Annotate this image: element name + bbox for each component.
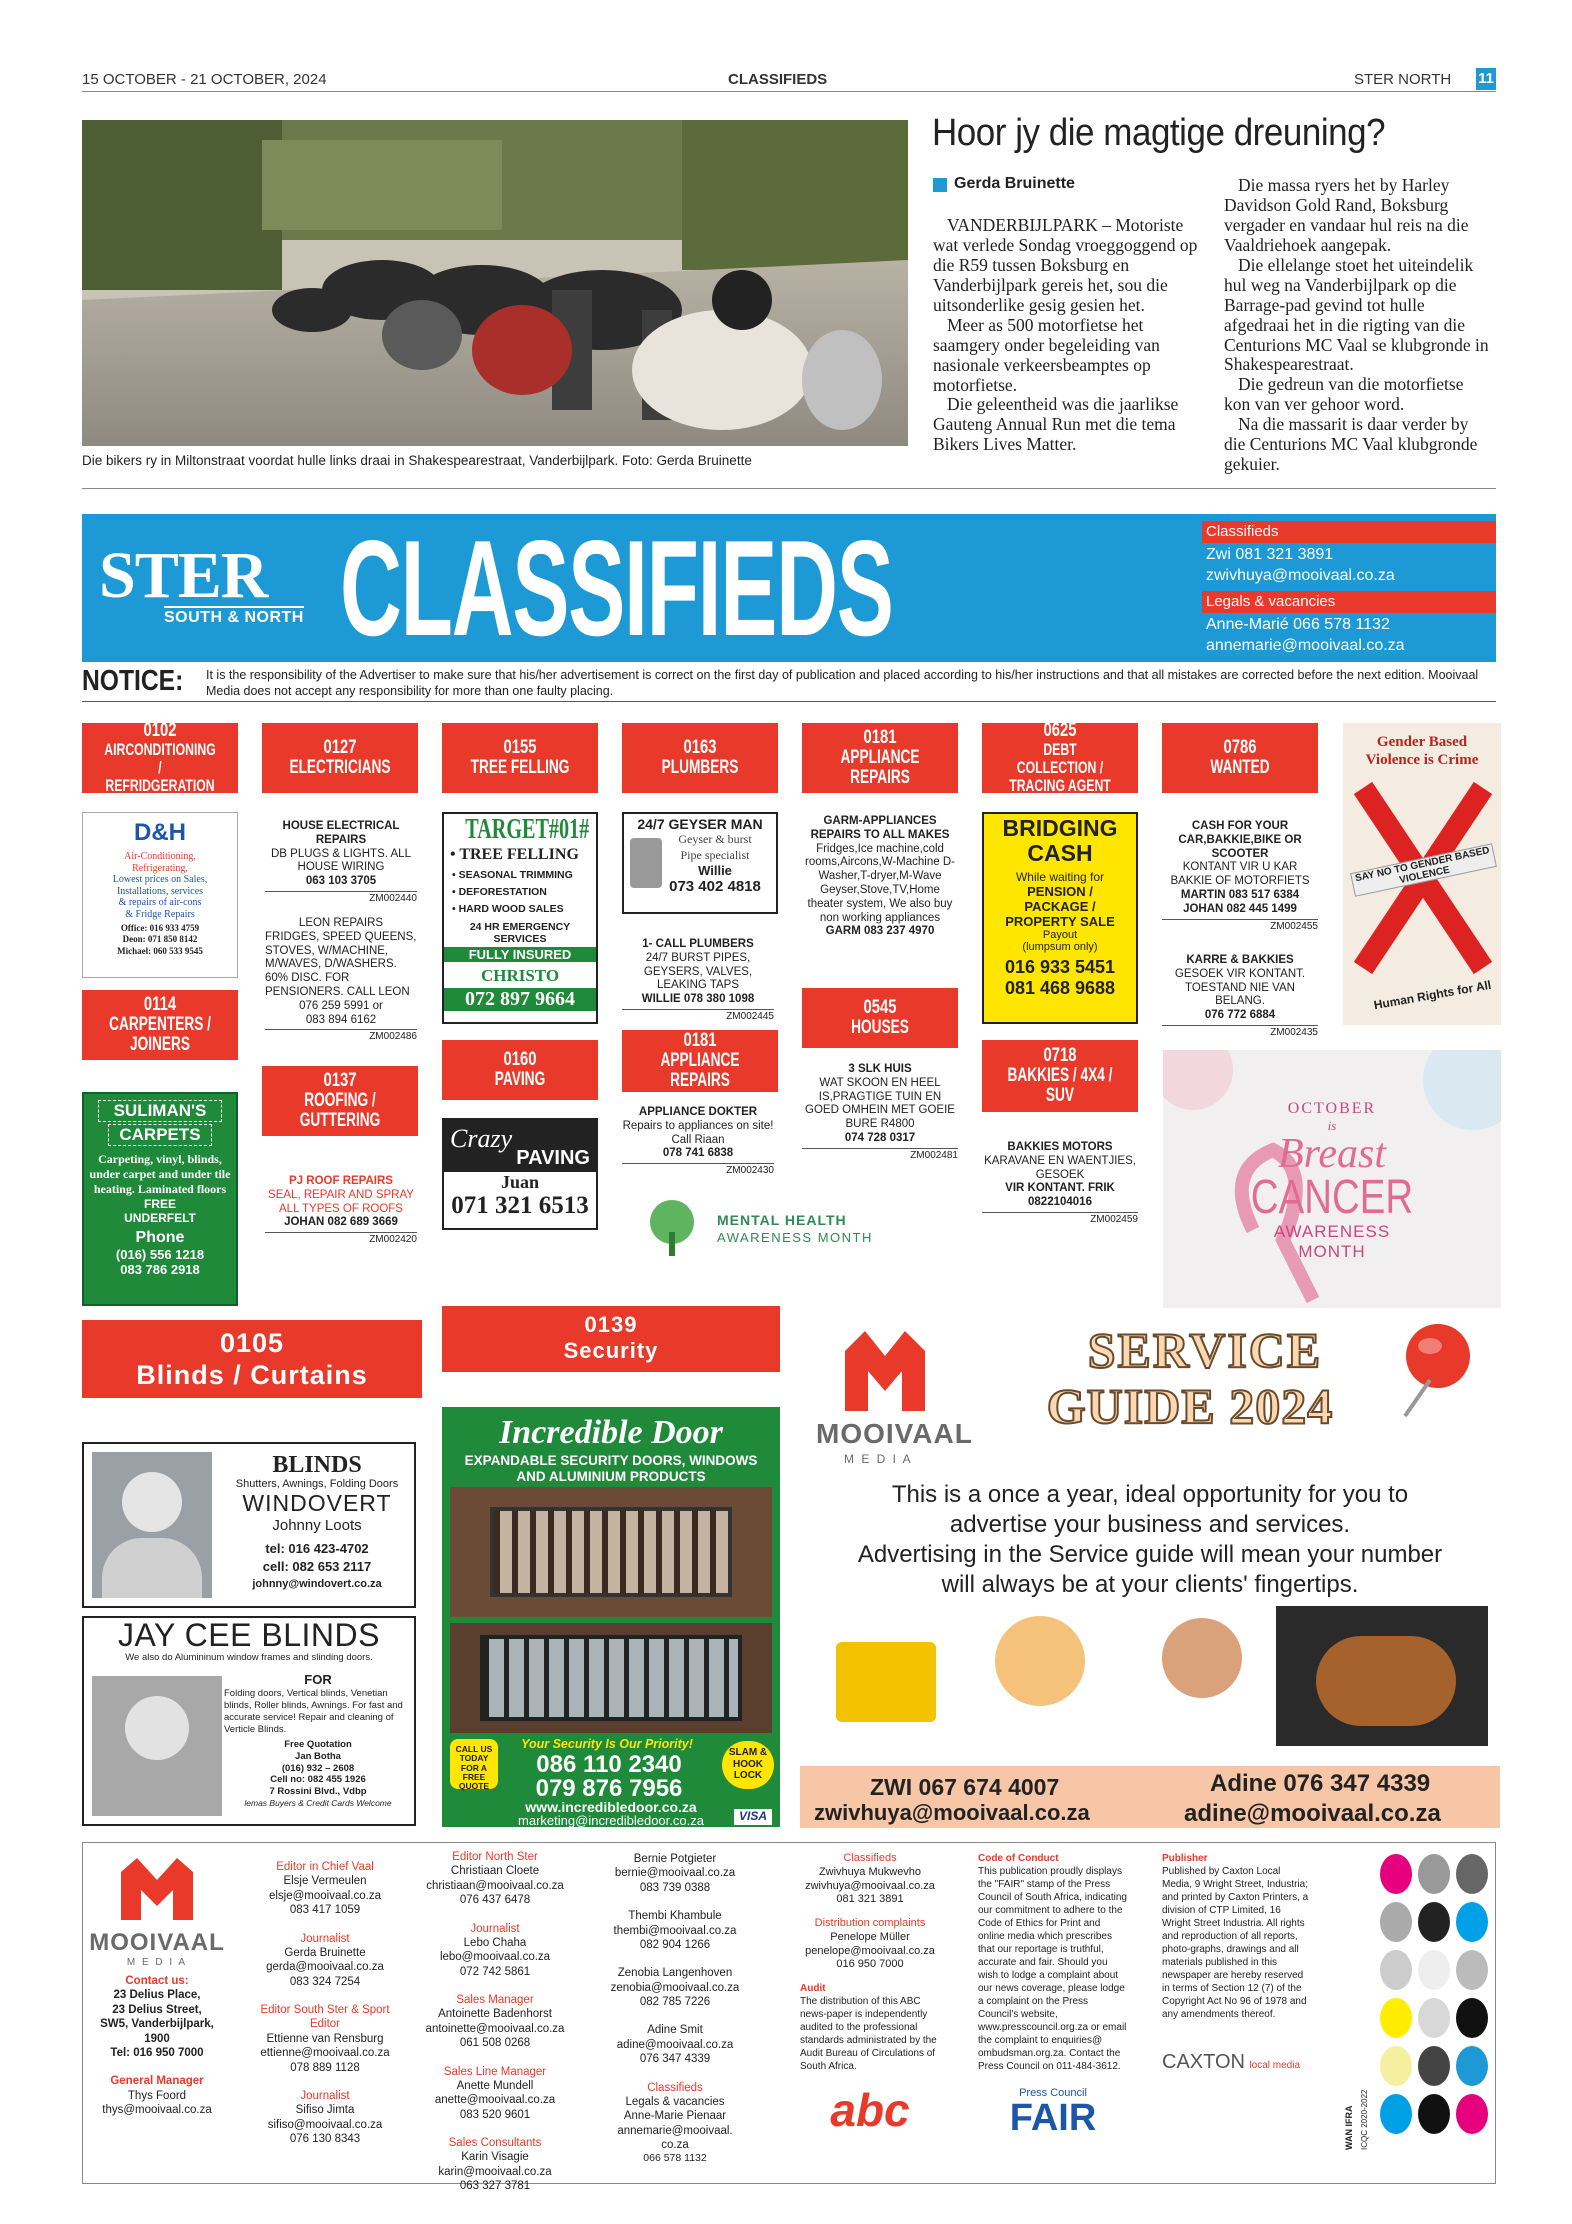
issue-date: 15 OCTOBER - 21 OCTOBER, 2024 <box>82 71 327 88</box>
press-council-logo: Press Council FAIR <box>1009 2087 1097 2139</box>
category-0114: 0114 CARPENTERS / JOINERS <box>82 990 238 1060</box>
paragraph: Die ellelange stoet het uiteindelik hul weg na Vanderbijlpark op die Barrage-pad gevind tot hulle afgedraai het in die rigting van die Centurions MC Vaal se klubgronde in Shakespearestraat. <box>1224 254 1489 375</box>
crazy-paving-ad: Crazy PAVING Juan 071 321 6513 <box>442 1118 598 1230</box>
masthead-col-6: Code of Conduct This publication proudly displays the "FAIR" stamp of the Press Council of South Africa, indicating our commitment to adhere to the Code of Ethics for Print and online media which prescribes that our reportage is truthful, accurate and fair. Should you wish to lodge a complaint about our news coverage, please lodge a complaint on the Press Council's website, www.presscouncil.org.za or email the complaint to enquiries@ ombudsman.org.za. Contact the Press Council on 011-484-3612. Press Council FAIR <box>978 1853 1127 2139</box>
plumber-icon <box>1142 1608 1262 1748</box>
garm-appliances-ad: GARM-APPLIANCES REPAIRS TO ALL MAKES Fridges,Ice machine,cold rooms,Aircons,W-Machine D- Washer,T-dryer,M-Wave Geyser,Stove,TV,Home theater system, We also buy non working appliances GARM 083 237 4970 <box>805 815 955 938</box>
dh-ad: D&H Air-Conditioning, Refrigerating, Lowest prices on Sales, Installations, services & repairs of air-cons & Fridge Repairs Office: 016 933 4759 Deon: 071 850 8142 Michael: 060 533 9545 <box>82 812 238 978</box>
slk-huis-ad: 3 SLK HUIS WAT SKOON EN HEEL IS,PRAGTIGE TUIN EN GOED OMHEIN MET GOEIE BURE R4800 074 728 0317 ZM002481 <box>802 1063 958 1162</box>
category-0181b: 0181 APPLIANCE REPAIRS <box>622 1030 778 1092</box>
section-name: CLASSIFIEDS <box>728 71 828 88</box>
jaycee-blinds-ad: JAY CEE BLINDS We also do Alumininum window frames and slinding doors. FOR Folding doors, Vertical blinds, Venetian blinds, Roller blinds, Awnings. For fast and accurate service! Repair and cleaning of Verticle Blinds. Free Quotation Jan Botha (016) 932 – 2608 Cell no: 082 455 1926 7 Rossini Blvd., Vdbp lemas Buyers & Credit Cards Welcome <box>82 1616 416 1826</box>
cleaning-icon <box>816 1612 956 1742</box>
gbv-ad: Gender Based Violence is Crime SAY NO TO GENDER BASED VIOLENCE Human Rights for All <box>1343 723 1501 1025</box>
category-0718: 0718 BAKKIES / 4X4 / SUV <box>982 1040 1138 1112</box>
c2-label: Legals & vacancies <box>1206 593 1336 610</box>
category-0545: 0545 HOUSES <box>802 988 958 1048</box>
c1-email[interactable]: zwivhuya@mooivaal.co.za <box>1206 567 1395 584</box>
mental-health-ad: MENTAL HEALTH AWARENESS MONTH <box>632 1190 932 1270</box>
bakkies-motors-ad: BAKKIES MOTORS KARAVANE EN WAENTJIES, GESOEK VIR KONTANT. FRIK 0822104016 ZM002459 <box>982 1141 1138 1226</box>
category-0181a: 0181 APPLIANCE REPAIRS <box>802 723 958 793</box>
appliance-dokter-ad: APPLIANCE DOKTER Repairs to appliances on site! Call Riaan 078 741 6838 ZM002430 <box>622 1106 774 1177</box>
byline-marker <box>933 178 947 192</box>
category-0625: 0625 DEBT COLLECTION / TRACING AGENT <box>982 723 1138 793</box>
paragraph: Meer as 500 motorfietse het saamgery onder begeleiding van nasionale verkeersbeamptes op motorfietse. <box>933 314 1160 395</box>
door-photo-1 <box>450 1487 772 1617</box>
electrician-icon <box>980 1606 1100 1746</box>
c1-label: Classifieds <box>1206 523 1279 540</box>
category-0160: 0160 PAVING <box>442 1040 598 1100</box>
article-headline: Hoor jy die magtige dreuning? <box>932 112 1386 154</box>
c2-phone: Anne-Marié 066 578 1132 <box>1206 616 1390 633</box>
masthead-col-2: Editor in Chief Vaal Elsje Vermeulen elsje@mooivaal.co.za 083 417 1059 Journalist Gerda Bruinette gerda@mooivaal.co.za 083 324 7254 Editor South Ster & Sport Editor Ettienne van Rensburg ettienne@mooivaal.co.za 078 889 1128 Journalist Sifiso Jimta sifiso@mooivaal.co.za 076 130 8343 <box>260 1861 390 2145</box>
header-rule <box>82 91 1496 92</box>
notice-rule <box>82 701 1496 702</box>
c1-phone: Zwi 081 321 3891 <box>1206 546 1334 563</box>
leon-repairs-ad: LEON REPAIRS FRIDGES, SPEED QUEENS, STOVES, W/MACHINE, M/WAVES, D/WASHERS. 60% DISC. FOR PENSIONERS. CALL LEON 076 259 5991 or 083 894 6162 ZM002486 <box>265 917 417 1043</box>
category-0786: 0786 WANTED <box>1162 723 1318 793</box>
chainsaw-photo <box>1276 1606 1488 1746</box>
paragraph: Die massa ryers het by Harley Davidson Gold Rand, Boksburg vergader en vandaar hul reis na die Vaaldriehoek aangepak. <box>1224 175 1469 255</box>
notice-text: It is the responsibility of the Advertiser to make sure that his/her advertisement is correct on the first day of publication and placed according to his/her instructions and that all mistakes are corrected before the next edition. Mooivaal Media does not accept any responsibility for more than one faulty placing. <box>206 668 1479 699</box>
geyser-man-ad: 24/7 GEYSER MAN Geyser & burst Pipe specialist Willie 073 402 4818 <box>622 812 778 914</box>
caxton-logo: CAXTON local media <box>1162 2051 1301 2073</box>
person-photo <box>92 1452 212 1598</box>
masthead-col-4: Bernie Potgieter bernie@mooivaal.co.za 083 739 0388 Thembi Khambule thembi@mooivaal.co.za 082 904 1266 Zenobia Langenhoven zenobia@mooivaal.co.za 082 785 7226 Adine Smit adine@mooivaal.co.za 076 347 4339 Classifieds Legals & vacancies Anne-Marie Pienaar annemarie@mooivaal. co.za 066 578 1132 <box>610 1853 740 2165</box>
incredible-door-ad: Incredible Door EXPANDABLE SECURITY DOORS, WINDOWS AND ALUMINIUM PRODUCTS CALL US TODAY FOR A FREE QUOTE Your Security Is Our Priority! 086 110 2340 079 876 7956 SLAM & HOOK LOCK www.incredibledoor.co.za marketing@incredibledoor.co.za VISA <box>442 1407 780 1827</box>
category-0105: 0105 Blinds / Curtains <box>82 1320 422 1398</box>
notice-label: NOTICE: <box>82 665 184 697</box>
bridging-cash-ad: BRIDGING CASH While waiting for PENSION / PACKAGE / PROPERTY SALE Payout (lumpsum only) 016 933 5451 081 468 9688 <box>982 812 1138 1024</box>
byline: Gerda Bruinette <box>954 175 1075 192</box>
house-electrical-ad: HOUSE ELECTRICAL REPAIRS DB PLUGS & LIGHTS. ALL HOUSE WIRING 063 103 3705 ZM002440 <box>265 820 417 905</box>
banner-title: CLASSIFIEDS <box>340 512 893 664</box>
masthead-col-5: Classifieds Zwivhuya Mukwevho zwivhuya@mooivaal.co.za 081 321 3891 Distribution complaints Penelope Müller penelope@mooivaal.co.za 016 950 7000 Audit The distribution of this ABC news-paper is independently audited to the professional standards administrated by the Audit Bureau of Circulations of South Africa. abc <box>800 1852 940 2133</box>
call-plumbers-ad: 1- CALL PLUMBERS 24/7 BURST PIPES, GEYSERS, VALVES, LEAKING TAPS WILLIE 078 380 1098 ZM002445 <box>622 938 774 1023</box>
category-0155: 0155 TREE FELLING <box>442 723 598 793</box>
paragraph: Die gedreun van die motorfietse kon van ver gehoor word. <box>1224 374 1464 415</box>
service-guide-ad: MOOIVAAL M E D I A SERVICE GUIDE 2024 This is a once a year, ideal opportunity for you to advertise your business and services. Advertising in the Service guide will mean your number will always be at your clients' fingertips. ZWI 067 674 4007 zwivhuya@mooivaal.co.za Adine 076 347 4339 adine@mooivaal.co.za <box>800 1306 1500 1828</box>
abc-logo: abc <box>830 2084 910 2136</box>
article-photo <box>82 120 908 446</box>
karre-bakkies-ad: KARRE & BAKKIES GESOEK VIR KONTANT. TOESTAND NIE VAN BELANG. 076 772 6884 ZM002435 <box>1162 954 1318 1039</box>
pj-roof-ad: PJ ROOF REPAIRS SEAL, REPAIR AND SPRAY ALL TYPES OF ROOFS JOHAN 082 689 3669 ZM002420 <box>265 1175 417 1246</box>
sulimans-carpets-ad: SULIMAN'S CARPETS Carpeting, vinyl, blinds, under carpet and under tile heating. Laminated floors FREE UNDERFELT Phone (016) 556 1218 083 786 2918 <box>82 1092 238 1306</box>
mooivaal-logo-icon <box>840 1326 930 1416</box>
article-col2 <box>1224 176 1494 475</box>
category-0127: 0127 ELECTRICIANS <box>262 723 418 793</box>
page-number: 11 <box>1476 68 1496 90</box>
ster-logo: STER <box>99 539 268 612</box>
mooivaal-logo-icon <box>117 1854 197 1924</box>
paper-name: STER NORTH <box>1354 71 1452 88</box>
category-0102: 0102 AIRCONDITIONING / REFRIDGERATION <box>82 723 238 793</box>
pushpin-icon <box>1390 1316 1490 1426</box>
breast-cancer-ad: OCTOBER is Breast CANCER AWARENESS MONTH <box>1163 1050 1501 1308</box>
ster-logo-sub: SOUTH & NORTH <box>164 606 304 627</box>
geyser-icon <box>630 838 662 888</box>
paragraph: Die geleentheid was die jaarlikse Gauteng Annual Run met die tema Bikers Lives Matter. <box>933 394 1179 455</box>
target-tree-ad: TARGET#01# • TREE FELLING • SEASONAL TRIMMING • DEFORESTATION • HARD WOOD SALES 24 HR EMERGENCY SERVICES FULLY INSURED CHRISTO 072 897 9664 <box>442 812 598 1024</box>
article-rule <box>82 488 1496 489</box>
masthead-col-1: MOOIVAAL M E D I A Contact us: 23 Delius Place, 23 Delius Street, SW5, Vanderbijlpark, 1900 Tel: 016 950 7000 General Manager Thys Foord thys@mooivaal.co.za <box>82 1850 232 2117</box>
paragraph: VANDERBIJLPARK – Motoriste wat verlede Sondag vroeggoggend op die R59 tussen Boksburg en Vanderbijlpark gereis het, sou die uitsonderlike gesig gesien het. <box>933 215 1198 315</box>
tree-icon <box>642 1198 702 1258</box>
person-photo <box>92 1676 222 1816</box>
masthead-col-3: Editor North Ster Christiaan Cloete christiaan@mooivaal.co.za 076 437 6478 Journalist Lebo Chaha lebo@mooivaal.co.za 072 742 5861 Sales Manager Antoinette Badenhorst antoinette@mooivaal.co.za 061 508 0268 Sales Line Manager Anette Mundell anette@mooivaal.co.za 083 520 9601 Sales Consultants Karin Visagie karin@mooivaal.co.za 063 327 3781 <box>425 1851 565 2193</box>
photo-caption: Die bikers ry in Miltonstraat voordat hulle links draai in Shakespearestraat, Vanderbijlpark. Foto: Gerda Bruinette <box>82 453 752 468</box>
masthead-col-7: Publisher Published by Caxton Local Media, 9 Wright Street, Industria; and printed by Caxton Printers, a division of CTP Limited, 16 Wright Street Industria. All rights and reproduction of all reports, photo-graphs, drawings and all materials published in this newspaper are hereby reserved in terms of Section 12 (7) of the Copyright Act No 96 of 1978 and any amendments thereof. CAXTON local media <box>1162 1852 1312 2074</box>
paragraph: Na die massarit is daar verder by die Centurions MC Vaal klubgronde gekuier. <box>1224 414 1478 475</box>
colour-bar: WAN IFRA ICQC 2020-2022 <box>1338 1850 1496 2180</box>
door-photo-2 <box>450 1623 772 1733</box>
c2-email[interactable]: annemarie@mooivaal.co.za <box>1206 637 1405 654</box>
windovert-ad: BLINDS Shutters, Awnings, Folding Doors WINDOVERT Johnny Loots tel: 016 423-4702 cell: 082 653 2117 johnny@windovert.co.za <box>82 1442 416 1608</box>
article-col1 <box>933 216 1201 455</box>
cash-for-car-ad: CASH FOR YOUR CAR,BAKKIE,BIKE OR SCOOTER KONTANT VIR U KAR BAKKIE OF MOTORFIETS MARTIN 083 517 6384 JOHAN 082 445 1499 ZM002455 <box>1162 820 1318 933</box>
category-0139: 0139 Security <box>442 1306 780 1372</box>
category-0163: 0163 PLUMBERS <box>622 723 778 793</box>
category-0137: 0137 ROOFING / GUTTERING <box>262 1066 418 1136</box>
